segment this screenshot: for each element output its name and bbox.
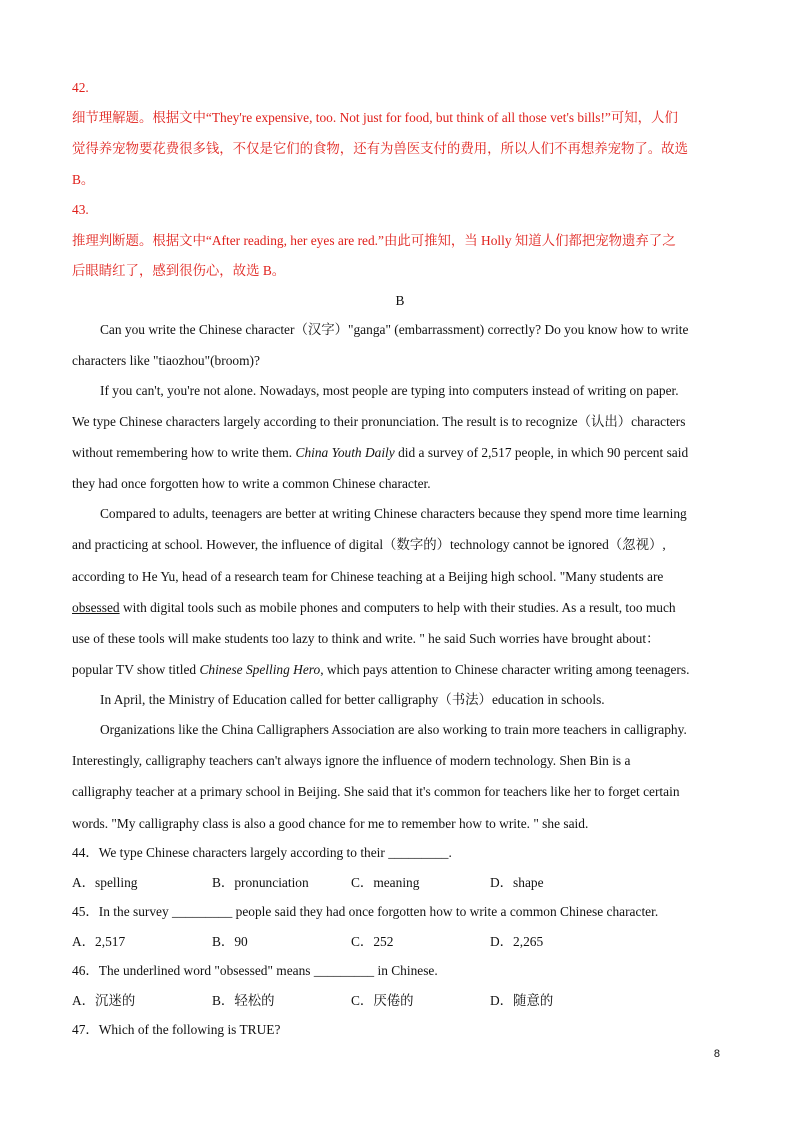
question-44-option-b[interactable]: B．pronunciation (212, 875, 309, 890)
paragraph-1-line-1: Can you write the Chinese character（汉字）"ganga" (embarrassment) correctly? Do you know how to write (100, 322, 689, 337)
paragraph-3-line-6 (72, 660, 689, 680)
paragraph-3-line-1: Compared to adults, teenagers are better at writing Chinese characters because they spend more time learning (100, 506, 687, 521)
question-44-option-a[interactable]: A．spelling (72, 875, 138, 890)
paragraph-5-line-2: Interestingly, calligraphy teachers can't always ignore the influence of modern technology. Shen Bin is a (72, 753, 631, 768)
text-run: popular TV show titled (72, 662, 200, 677)
text-run: with digital tools such as mobile phones and computers to help with their studies. As a result, too much (119, 600, 676, 615)
page-number: 8 (713, 1048, 720, 1060)
section-label: B (395, 293, 405, 308)
paragraph-2-line-2: We type Chinese characters largely according to their pronunciation. The result is to recognize（认出）characters (72, 414, 686, 429)
question-46-option-d[interactable]: D．随意的 (490, 993, 554, 1008)
question-45-option-d[interactable]: D．2,265 (490, 934, 544, 949)
paragraph-4-line-1: In April, the Ministry of Education called for better calligraphy（书法）education in schools. (100, 692, 605, 707)
question-44-option-d[interactable]: D．shape (490, 875, 544, 890)
question-46-stem: 46．The underlined word "obsessed" means _________ in Chinese. (72, 963, 438, 978)
answer-43-line-2: 后眼睛红了，感到很伤心，故选 B。 (72, 263, 286, 278)
text-run: , which pays attention to Chinese character writing among teenagers. (320, 662, 690, 677)
answer-42-line-2: 觉得养宠物要花费很多钱，不仅是它们的食物，还有为兽医支付的费用，所以人们不再想养宠物了。故选 (72, 141, 688, 156)
question-44-option-c[interactable]: C．meaning (351, 875, 420, 890)
question-45-option-c[interactable]: C．252 (351, 934, 394, 949)
answer-42-line-1: 细节理解题。根据文中“They're expensive, too. Not just for food, but think of all those vet's bills!”可知，人们 (72, 110, 678, 125)
paragraph-3-line-2: and practicing at school. However, the influence of digital（数字的）technology cannot be ignored（忽视）, (72, 537, 666, 552)
text-run: did a survey of 2,517 people, in which 90 percent said (394, 445, 689, 460)
tv-show-title: Chinese Spelling Hero (199, 662, 321, 677)
question-45-option-b[interactable]: B．90 (212, 934, 248, 949)
paragraph-2-line-3 (72, 443, 688, 463)
question-46-option-b[interactable]: B．轻松的 (212, 993, 275, 1008)
text-run: without remembering how to write them. (72, 445, 296, 460)
newspaper-title: China Youth Daily (295, 445, 395, 460)
question-44-stem: 44．We type Chinese characters largely according to their _________. (72, 845, 452, 860)
paragraph-2-line-1: If you can't, you're not alone. Nowadays, most people are typing into computers instead of writing on paper. (100, 383, 679, 398)
paragraph-5-line-3: calligraphy teacher at a primary school in Beijing. She said that it's common for teachers like her to forget certain (72, 784, 680, 799)
paragraph-3-line-3: according to He Yu, head of a research team for Chinese teaching at a Beijing high school. "Many students are (72, 569, 664, 584)
paragraph-5-line-4: words. "My calligraphy class is also a good chance for me to remember how to write. " she said. (72, 816, 589, 831)
underlined-word: obsessed (72, 600, 120, 615)
paragraph-3-line-4 (72, 598, 676, 618)
question-45-stem: 45．In the survey _________ people said they had once forgotten how to write a common Chinese character. (72, 904, 659, 919)
answer-42-line-3: B。 (72, 172, 95, 187)
question-47-stem: 47．Which of the following is TRUE? (72, 1022, 281, 1037)
paragraph-2-line-4: they had once forgotten how to write a common Chinese character. (72, 476, 431, 491)
answer-43-number: 43. (72, 202, 89, 217)
paragraph-3-line-5: use of these tools will make students too lazy to think and write. " he said Such worries have brought about： (72, 631, 660, 646)
paragraph-5-line-1: Organizations like the China Calligraphers Association are also working to train more teachers in calligraphy. (100, 722, 687, 737)
answer-42-number: 42. (72, 80, 89, 95)
answer-43-line-1: 推理判断题。根据文中“After reading, her eyes are red.”由此可推知，当 Holly 知道人们都把宠物遗弃了之 (72, 233, 676, 248)
question-46-option-c[interactable]: C．厌倦的 (351, 993, 414, 1008)
question-45-option-a[interactable]: A．2,517 (72, 934, 126, 949)
paragraph-1-line-2: characters like "tiaozhou"(broom)? (72, 353, 260, 368)
question-46-option-a[interactable]: A．沉迷的 (72, 993, 136, 1008)
